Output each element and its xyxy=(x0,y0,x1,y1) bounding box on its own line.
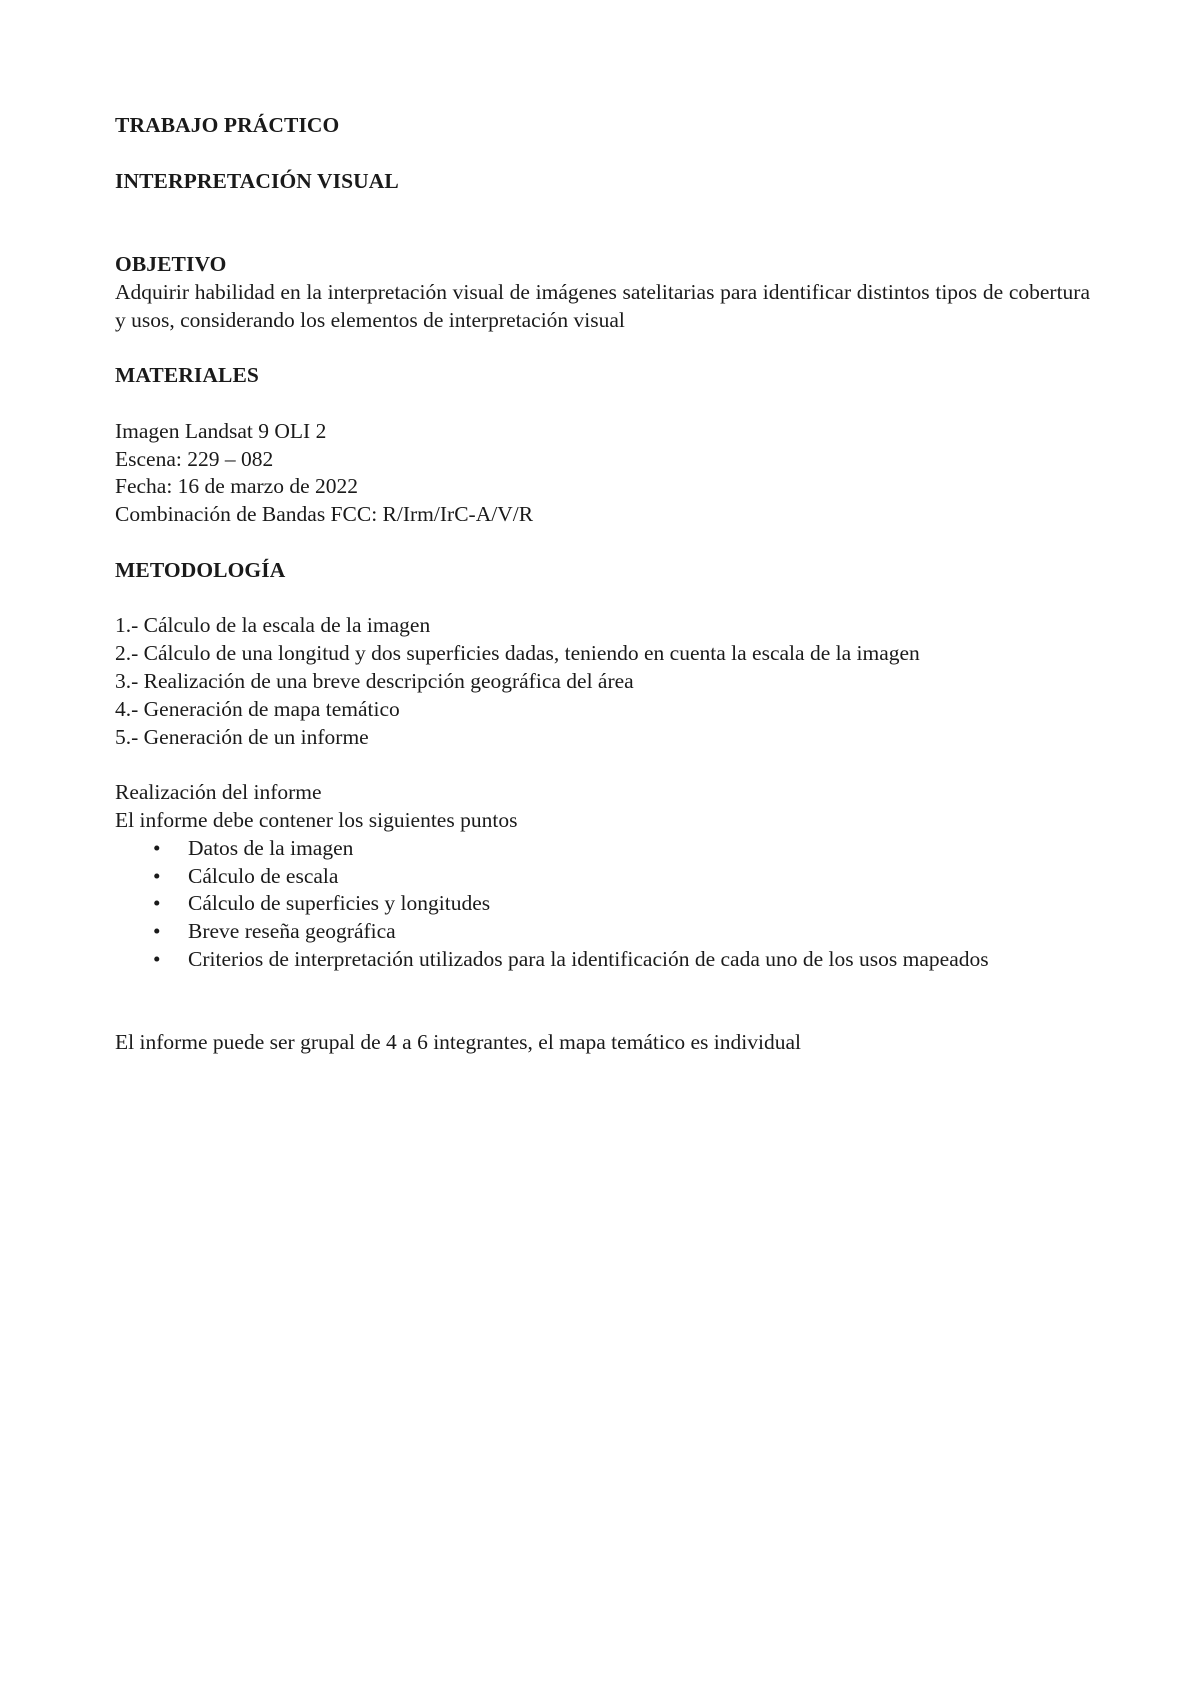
document-subtitle: INTERPRETACIÓN VISUAL xyxy=(115,168,399,193)
objetivo-heading: OBJETIVO xyxy=(115,251,227,276)
list-item xyxy=(115,918,1090,946)
list-item-text: Criterios de interpretación utilizados para la identificación de cada uno de los usos mapeados xyxy=(188,946,989,971)
list-item xyxy=(115,835,1090,863)
objetivo-text: Adquirir habilidad en la interpretación visual de imágenes satelitarias para identificar distintos tipos de cobertura y usos, considerando los elementos de interpretación visual xyxy=(115,279,1090,332)
list-item-text: Breve reseña geográfica xyxy=(188,919,396,944)
list-item-text: Cálculo de superficies y longitudes xyxy=(188,891,491,916)
informe-bullet-list xyxy=(115,835,1090,974)
list-item xyxy=(115,890,1090,918)
bullet-icon: • xyxy=(153,919,161,944)
bullet-icon: • xyxy=(153,863,161,888)
materiales-line: Imagen Landsat 9 OLI 2 xyxy=(115,418,327,443)
informe-note: El informe puede ser grupal de 4 a 6 integrantes, el mapa temático es individual xyxy=(115,1030,801,1055)
list-item-text: Cálculo de escala xyxy=(188,863,339,888)
metodologia-step: 4.- Generación de mapa temático xyxy=(115,696,400,721)
list-item xyxy=(115,863,1090,891)
materiales-heading: MATERIALES xyxy=(115,363,259,388)
metodologia-step: 5.- Generación de un informe xyxy=(115,724,369,749)
metodologia-heading: METODOLOGÍA xyxy=(115,557,286,582)
bullet-icon: • xyxy=(153,946,161,971)
list-item-text: Datos de la imagen xyxy=(188,835,354,860)
list-item xyxy=(115,946,1090,974)
materiales-line: Escena: 229 – 082 xyxy=(115,446,274,471)
informe-title: Realización del informe xyxy=(115,780,322,805)
metodologia-steps xyxy=(115,612,1090,751)
bullet-icon: • xyxy=(153,835,161,860)
materiales-line: Combinación de Bandas FCC: R/Irm/IrC-A/V/R xyxy=(115,502,534,527)
informe-intro: El informe debe contener los siguientes puntos xyxy=(115,807,518,832)
bullet-icon: • xyxy=(153,891,161,916)
document-page xyxy=(115,112,1090,1057)
document-title: TRABAJO PRÁCTICO xyxy=(115,113,340,137)
metodologia-step: 3.- Realización de una breve descripción geográfica del área xyxy=(115,668,634,693)
materiales-line: Fecha: 16 de marzo de 2022 xyxy=(115,474,358,499)
metodologia-step: 2.- Cálculo de una longitud y dos superficies dadas, teniendo en cuenta la escala de la imagen xyxy=(115,641,920,666)
metodologia-step: 1.- Cálculo de la escala de la imagen xyxy=(115,613,431,638)
materiales-list xyxy=(115,418,1090,529)
